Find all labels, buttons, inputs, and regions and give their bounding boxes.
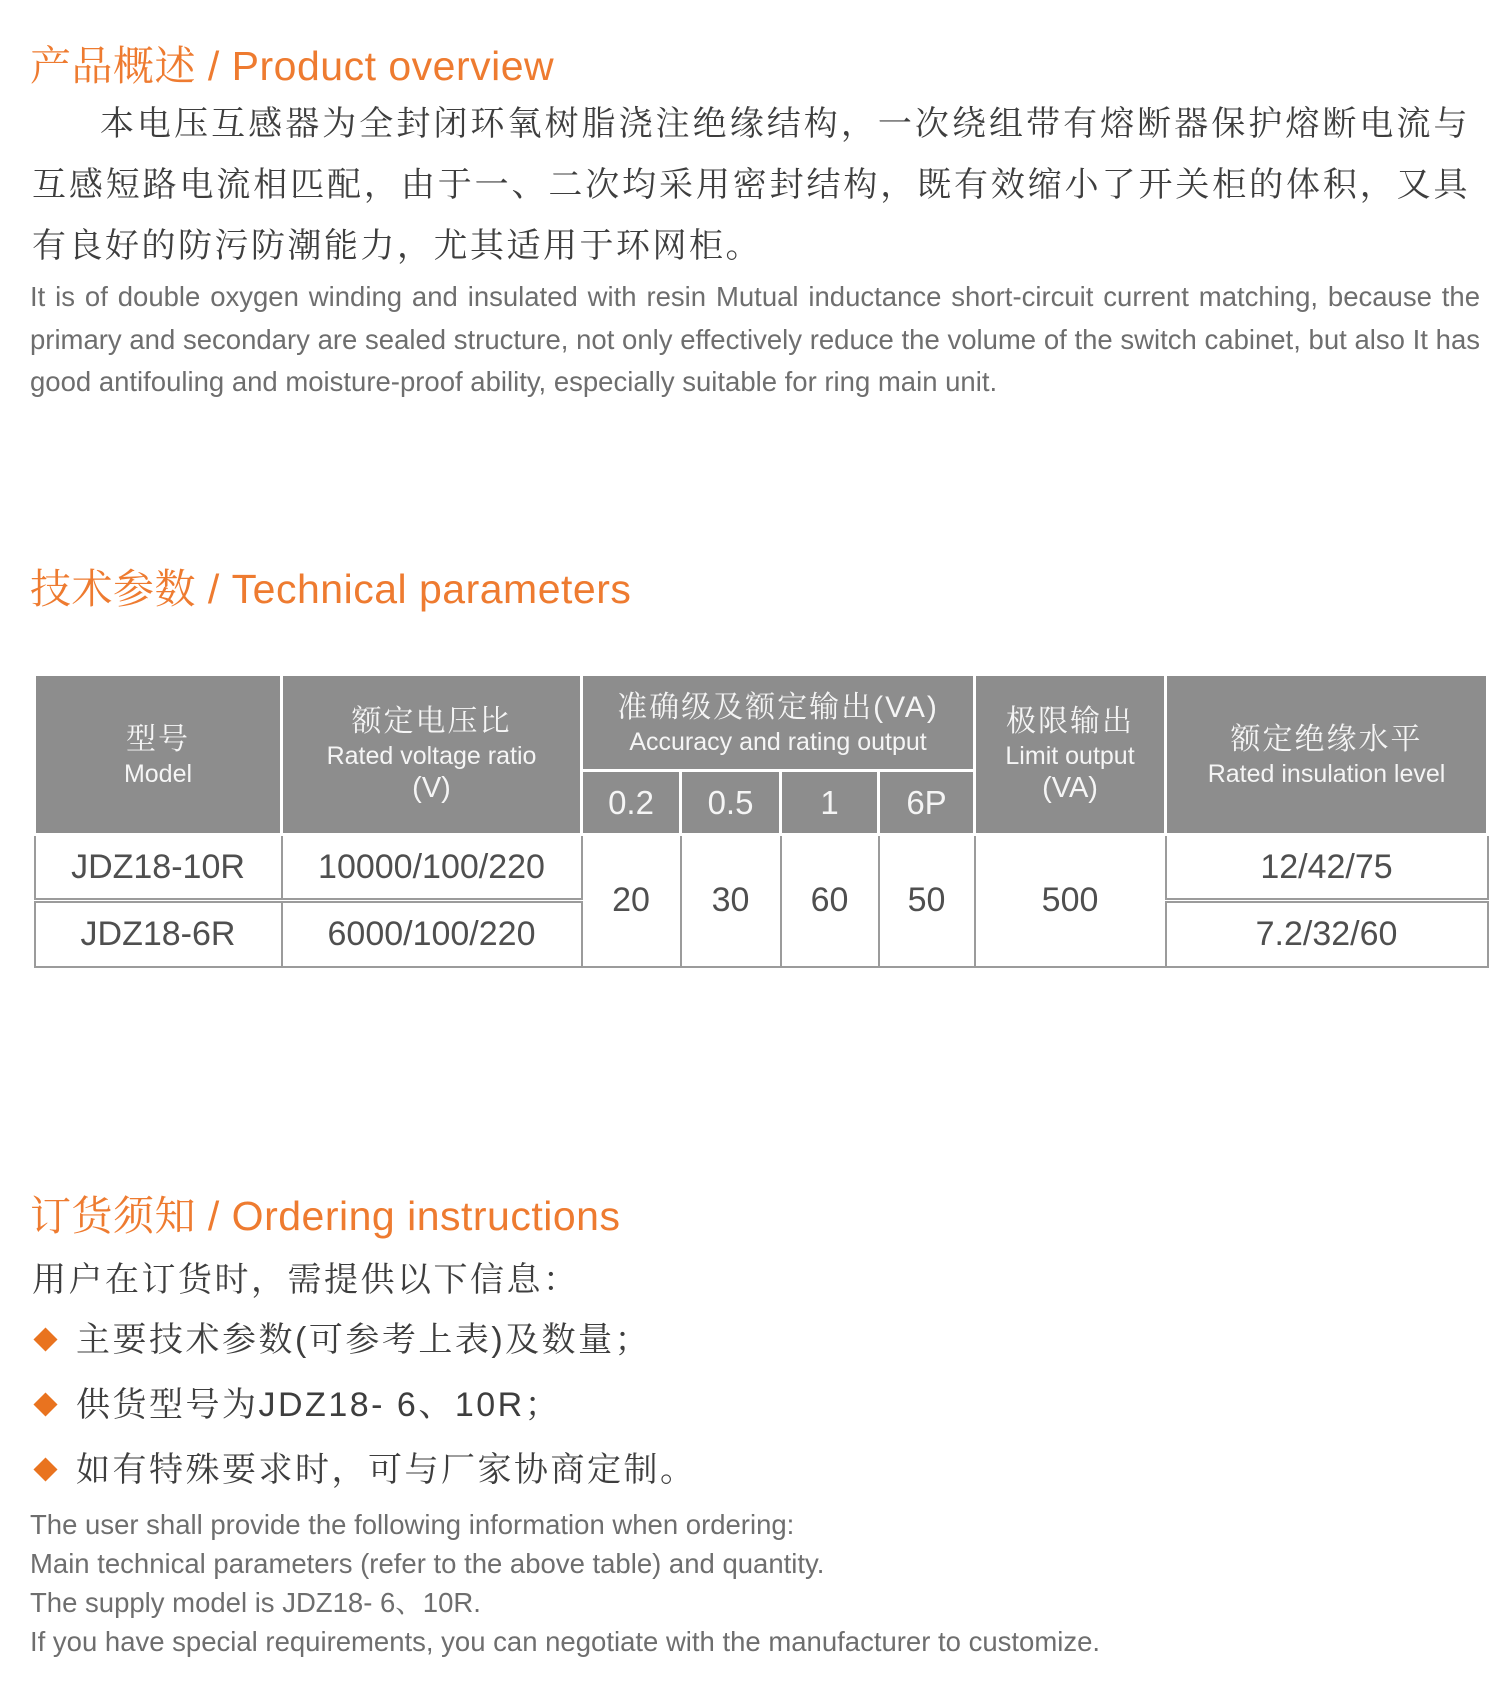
header-voltage-zh: 额定电压比 <box>351 705 512 738</box>
ordering-english-line: Main technical parameters (refer to the above table) and quantity. <box>30 1548 825 1579</box>
product-overview-heading: 产品概述 / Product overview <box>30 43 555 89</box>
header-accuracy-en: Accuracy and rating output <box>629 727 927 756</box>
table-row <box>35 835 1488 901</box>
insulation-cell: 7.2/32/60 <box>1166 901 1488 967</box>
header-accuracy-zh: 准确级及额定输出(VA) <box>617 690 939 724</box>
header-accuracy-0-5: 0.5 <box>681 771 781 835</box>
technical-parameters-heading: 技术参数 / Technical parameters <box>30 566 632 612</box>
header-voltage-unit: (V) <box>412 772 451 804</box>
limit-output-value-cell: 500 <box>975 835 1166 967</box>
ordering-english-line: The supply model is JDZ18- 6、10R. <box>30 1587 481 1618</box>
overview-paragraph-english: It is of double oxygen winding and insulated with resin Mutual inductance short-circuit current matching, because the primary and secondary are sealed structure, not only effectively reduce the volume of the switch cabinet, but also It has good antifouling and moisture-proof ability, especially suitable for ring main unit. <box>30 281 1480 397</box>
header-insulation-en: Rated insulation level <box>1207 759 1446 788</box>
ordering-bullet-list <box>32 1318 697 1513</box>
header-insulation-level <box>1166 675 1488 835</box>
accuracy-6p-value-cell: 50 <box>879 835 975 967</box>
header-accuracy-group <box>582 675 975 771</box>
diamond-bullet-icon <box>33 1392 57 1416</box>
voltage-cell: 10000/100/220 <box>282 835 582 901</box>
header-accuracy-1: 1 <box>781 771 879 835</box>
voltage-cell: 6000/100/220 <box>282 901 582 967</box>
insulation-cell: 12/42/75 <box>1166 835 1488 901</box>
ordering-english-block <box>30 1505 1100 1661</box>
list-item <box>32 1448 697 1492</box>
ordering-intro-text: 用户在订货时，需提供以下信息： <box>32 1261 580 1299</box>
header-voltage-ratio <box>282 675 582 835</box>
diamond-bullet-icon <box>33 1327 57 1351</box>
ordering-instructions-heading: 订货须知 / Ordering instructions <box>30 1193 621 1239</box>
list-item <box>32 1318 697 1362</box>
header-limit-output <box>975 675 1166 835</box>
header-limit-unit: (VA) <box>1042 772 1098 804</box>
header-model <box>35 675 282 835</box>
accuracy-0-5-value-cell: 30 <box>681 835 781 967</box>
header-insulation-zh: 额定绝缘水平 <box>1230 722 1423 756</box>
header-voltage-en: Rated voltage ratio <box>326 742 537 770</box>
technical-parameters-table <box>33 673 1489 968</box>
model-cell: JDZ18-6R <box>35 901 282 967</box>
header-limit-zh: 极限输出 <box>1006 705 1135 738</box>
list-item <box>32 1383 697 1427</box>
bullet-text: 如有特殊要求时，可与厂家协商定制。 <box>76 1451 697 1489</box>
accuracy-1-value-cell: 60 <box>781 835 879 967</box>
header-accuracy-0-2: 0.2 <box>582 771 681 835</box>
header-limit-en: Limit output <box>1005 742 1135 770</box>
header-model-en: Model <box>123 759 193 788</box>
ordering-english-line: The user shall provide the following information when ordering: <box>30 1509 795 1540</box>
bullet-text: 供货型号为JDZ18- 6、10R； <box>76 1386 562 1424</box>
model-cell: JDZ18-10R <box>35 835 282 901</box>
bullet-text: 主要技术参数(可参考上表)及数量； <box>76 1321 652 1359</box>
header-model-zh: 型号 <box>126 722 190 756</box>
accuracy-0-2-value-cell: 20 <box>582 835 681 967</box>
header-accuracy-6p: 6P <box>879 771 975 835</box>
ordering-english-line: If you have special requirements, you can negotiate with the manufacturer to customize. <box>30 1626 1101 1657</box>
diamond-bullet-icon <box>33 1457 57 1481</box>
overview-paragraph-chinese: 本电压互感器为全封闭环氧树脂浇注绝缘结构，一次绕组带有熔断器保护熔断电流与互感短路电流相匹配，由于一、二次均采用密封结构，既有效缩小了开关柜的体积，又具有良好的防污防潮能力，尤其适用于环网柜。 <box>32 105 1470 265</box>
